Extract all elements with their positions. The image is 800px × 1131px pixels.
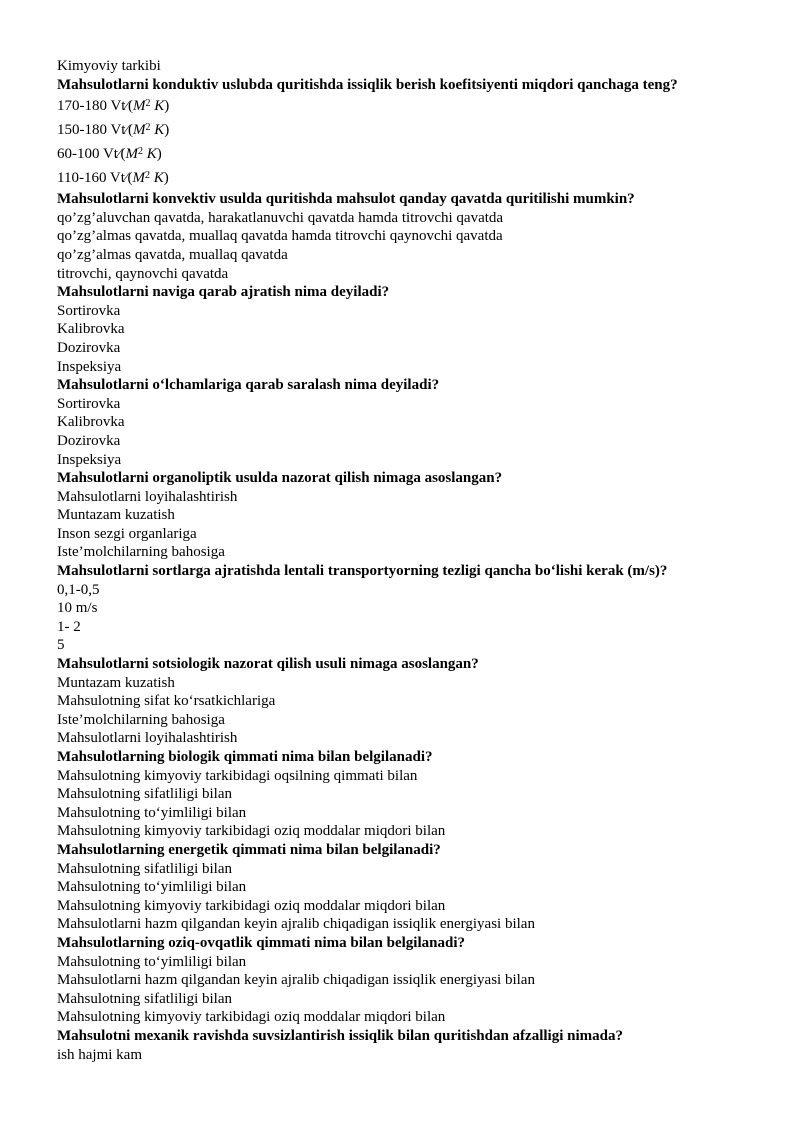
answer-option: Kalibrovka <box>57 321 125 338</box>
answer-option: Mahsulotlarni loyihalashtirish <box>57 488 238 505</box>
answer-option: 0,1-0,5 <box>57 581 100 598</box>
answer-option: Mahsulotlarni hazm qilgandan keyin ajralib chiqadigan issiqlik energiyasi bilan <box>57 916 535 933</box>
answer-option: Dozirovka <box>57 432 121 449</box>
answer-option: Kalibrovka <box>57 414 125 431</box>
question-text: Mahsulotlarni konduktiv uslubda quritishda issiqlik berish koefitsiyenti miqdori qanchaga teng? <box>57 76 678 93</box>
question-text: Mahsulotlarni o‘lchamlariga qarab saralash nima deyiladi? <box>57 377 440 394</box>
answer-option: qo’zg’almas qavatda, muallaq qavatda hamda titrovchi qaynovchi qavatda <box>57 228 503 245</box>
question-text: Mahsulotlarning energetik qimmati nima bilan belgilanadi? <box>57 841 441 858</box>
answer-value: 60-100 Vt <box>57 146 118 163</box>
unit-k: K <box>146 146 157 163</box>
answer-option: Mahsulotning to‘yimliligi bilan <box>57 804 247 821</box>
question-text: Mahsulotlarni konvektiv usulda quritishda mahsulot qanday qavatda quritilishi mumkin? <box>57 191 635 208</box>
answer-option: qo’zg’aluvchan qavatda, harakatlanuvchi qavatda hamda titrovchi qavatda <box>57 209 504 226</box>
answer-option: Mahsulotning kimyoviy tarkibidagi oziq moddalar miqdori bilan <box>57 897 446 914</box>
answer-option: qo’zg’almas qavatda, muallaq qavatda <box>57 246 288 263</box>
answer-option: Dozirovka <box>57 339 121 356</box>
answer-option: Iste’molchilarning bahosiga <box>57 711 225 728</box>
answer-option: Mahsulotning to‘yimliligi bilan <box>57 953 247 970</box>
unit-exponent: 2 <box>145 98 151 110</box>
section-title: Kimyoviy tarkibi <box>57 58 161 74</box>
answer-option: Mahsulotning sifatliligi bilan <box>57 860 232 877</box>
answer-option: titrovchi, qaynovchi qavatda <box>57 265 229 282</box>
answer-option: Mahsulotning sifat ko‘rsatkichlariga <box>57 693 276 710</box>
answer-option: Mahsulotning kimyoviy tarkibidagi oziq moddalar miqdori bilan <box>57 1009 446 1026</box>
answer-option: 150-180 $Vt⁄(M^2$ K) <box>57 122 170 139</box>
unit-exponent: 2 <box>145 122 151 134</box>
answer-option: Mahsulotning sifatliligi bilan <box>57 990 232 1007</box>
answer-option: Iste’molchilarning bahosiga <box>57 544 225 561</box>
answer-value: 150-180 Vt <box>57 122 126 139</box>
question-text: Mahsulotlarni sotsiologik nazorat qilish usuli nimaga asoslangan? <box>57 656 479 673</box>
unit-exponent: 2 <box>144 170 150 182</box>
answer-option: Mahsulotning kimyoviy tarkibidagi oziq moddalar miqdori bilan <box>57 823 446 840</box>
question-text: Mahsulotni mexanik ravishda suvsizlantirish issiqlik bilan quritishdan afzalligi nimada? <box>57 1027 623 1044</box>
answer-option: 10 m/s <box>57 600 98 617</box>
answer-option: Mahsulotlarni hazm qilgandan keyin ajralib chiqadigan issiqlik energiyasi bilan <box>57 972 535 989</box>
answer-option: Mahsulotning to‘yimliligi bilan <box>57 879 247 896</box>
answer-option: Inspeksiya <box>57 358 122 375</box>
document-page <box>57 57 757 1064</box>
answer-option: Mahsulotning sifatliligi bilan <box>57 786 232 803</box>
unit-m: M <box>133 122 146 139</box>
answer-option: 170-180 $Vt⁄(M^2$ K) <box>57 98 170 115</box>
answer-option: 60-100 $Vt⁄(M^2$ K) <box>57 146 162 163</box>
unit-k: K <box>154 98 165 115</box>
answer-option: Mahsulotlarni loyihalashtirish <box>57 730 238 747</box>
answer-option: Inson sezgi organlariga <box>57 525 197 542</box>
answer-option: Mahsulotning kimyoviy tarkibidagi oqsilning qimmati bilan <box>57 767 418 784</box>
answer-option: 5 <box>57 637 65 654</box>
answer-option: 110-160 $Vt⁄(M^2$ K) <box>57 170 169 187</box>
answer-option: Inspeksiya <box>57 451 122 468</box>
answer-option: Muntazam kuzatish <box>57 674 175 691</box>
question-text: Mahsulotlarning oziq-ovqatlik qimmati nima bilan belgilanadi? <box>57 934 465 951</box>
answer-option: ish hajmi kam <box>57 1046 142 1063</box>
answer-value: 110-160 Vt <box>57 170 125 187</box>
unit-m: M <box>132 170 145 187</box>
answer-option: 1- 2 <box>57 618 81 635</box>
answer-value: 170-180 Vt <box>57 98 126 115</box>
question-text: Mahsulotlarni sortlarga ajratishda lentali transportyorning tezligi qancha bo‘lishi kerak (m/s)? <box>57 563 668 580</box>
answer-option: Sortirovka <box>57 302 121 319</box>
question-text: Mahsulotlarning biologik qimmati nima bilan belgilanadi? <box>57 749 433 765</box>
answer-option: Muntazam kuzatish <box>57 507 175 524</box>
unit-m: M <box>133 98 146 115</box>
question-text: Mahsulotlarni naviga qarab ajratish nima deyiladi? <box>57 284 390 301</box>
unit-exponent: 2 <box>138 146 143 158</box>
question-text: Mahsulotlarni organoliptik usulda nazorat qilish nimaga asoslangan? <box>57 470 503 487</box>
unit-k: K <box>153 170 164 187</box>
unit-m: M <box>125 146 138 163</box>
unit-k: K <box>154 122 165 139</box>
question-list <box>57 190 757 1064</box>
answer-option: Sortirovka <box>57 395 121 412</box>
